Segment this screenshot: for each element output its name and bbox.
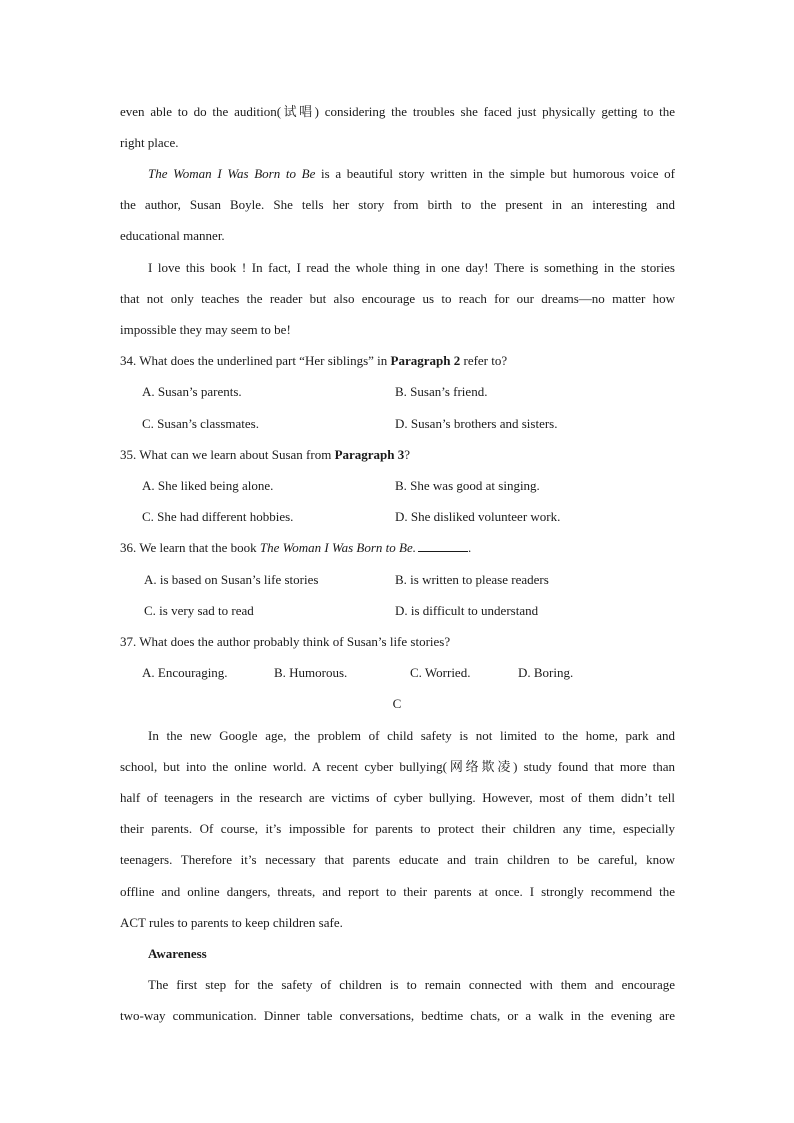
q35-option-b[interactable]: B. She was good at singing. [395,478,540,493]
answer-blank[interactable] [418,540,468,552]
q34-option-d[interactable]: D. Susan’s brothers and sisters. [395,416,558,431]
question-34: 34. What does the underlined part “Her siblings” in Paragraph 2 refer to? [120,353,508,368]
passage-c-p1-line6: offline and online dangers, threats, and report to their parents at once. I strongly recommend the [120,884,675,899]
q36-option-c[interactable]: C. is very sad to read [144,603,254,618]
q34-option-b[interactable]: B. Susan’s friend. [395,384,488,399]
q37-option-a[interactable]: A. Encouraging. [142,665,228,680]
passage-b-p3-line3: impossible they may seem to be! [120,322,291,337]
question-37: 37. What does the author probably think of Susan’s life stories? [120,634,451,649]
book-title: The Woman I Was Born to Be [148,166,316,181]
q34-option-a[interactable]: A. Susan’s parents. [142,384,242,399]
q37-option-c[interactable]: C. Worried. [410,665,471,680]
passage-b-p3-line1: I love this book ! In fact, I read the whole thing in one day! There is something in the stories [148,260,675,275]
passage-c-p1-line1: In the new Google age, the problem of child safety is not limited to the home, park and [148,728,675,743]
section-heading-awareness: Awareness [148,946,207,961]
q35-option-d[interactable]: D. She disliked volunteer work. [395,509,561,524]
passage-c-label: C [392,696,402,711]
q36-option-b[interactable]: B. is written to please readers [395,572,549,587]
passage-b-p2-line3: educational manner. [120,228,225,243]
passage-c-p1-line4: their parents. Of course, it’s impossible for parents to protect their children any time, especially [120,821,675,836]
q37-option-b[interactable]: B. Humorous. [274,665,348,680]
q34-option-c[interactable]: C. Susan’s classmates. [142,416,259,431]
passage-b-p3-line2: that not only teaches the reader but also encourage us to reach for our dreams—no matter how [120,291,675,306]
passage-c-p2-line2: two-way communication. Dinner table conversations, bedtime chats, or a walk in the evening are [120,1008,675,1023]
q35-option-c[interactable]: C. She had different hobbies. [142,509,294,524]
q35-option-a[interactable]: A. She liked being alone. [142,478,274,493]
passage-b-p2-line2: the author, Susan Boyle. She tells her story from birth to the present in an interesting and [120,197,675,212]
passage-b-p1-line1: even able to do the audition(试唱) considering the troubles she faced just physically getting to the [120,104,675,119]
q36-option-a[interactable]: A. is based on Susan’s life stories [144,572,319,587]
q36-option-d[interactable]: D. is difficult to understand [395,603,539,618]
passage-b-p2-line1: The Woman I Was Born to Be is a beautiful story written in the simple but humorous voice of [148,166,675,181]
question-36: 36. We learn that the book The Woman I Was Born to Be. . [120,540,472,555]
q37-option-d[interactable]: D. Boring. [518,665,574,680]
passage-c-p1-line7: ACT rules to parents to keep children safe. [120,915,343,930]
passage-c-p1-line5: teenagers. Therefore it’s necessary that parents educate and train children to be careful, know [120,852,675,867]
passage-b-p1-line2: right place. [120,135,179,150]
passage-c-p2-line1: The first step for the safety of children is to remain connected with them and encourage [148,977,675,992]
passage-c-p1-line3: half of teenagers in the research are victims of cyber bullying. However, most of them didn’t tell [120,790,675,805]
passage-c-p1-line2: school, but into the online world. A recent cyber bullying(网络欺凌) study found that more than [120,759,675,774]
question-35: 35. What can we learn about Susan from Paragraph 3? [120,447,411,462]
